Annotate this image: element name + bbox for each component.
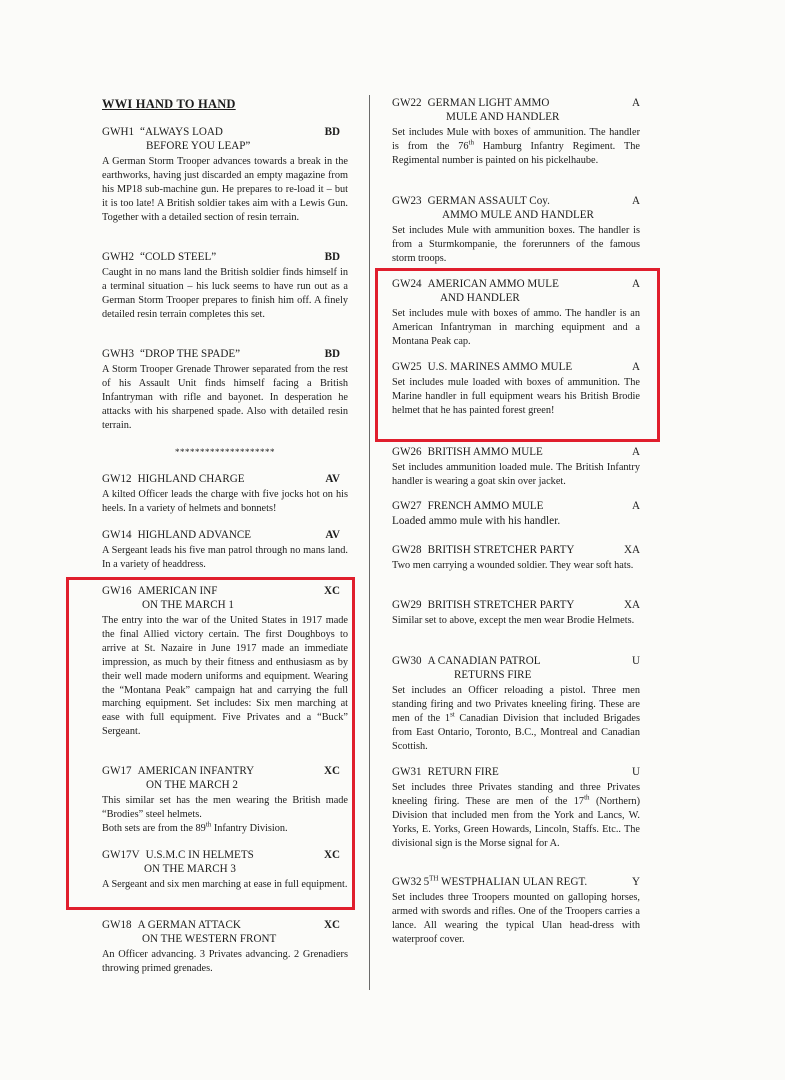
entry-code: GW32 <box>392 876 422 888</box>
description-paragraph: A German Storm Trooper advances towards a break in the earthworks, having just discarded an empty magazine from his MP18 sub-machine gun. He prepares to re-load it – but it is too late! A British soldier takes aim with a Lewis Gun. Together with a detailed section of resin terrain. <box>102 156 348 223</box>
description-paragraph: Set includes Mule with boxes of ammunition. The handler is from the 76th Hamburg Infantry Regiment. The Regimental number is painted on his pickelhaube. <box>392 127 640 166</box>
entry-class-code: XC <box>323 919 340 931</box>
entry-title: “COLD STEEL” <box>140 251 217 263</box>
entry-class-code: A <box>631 361 640 373</box>
entry-code: GW25 <box>392 361 422 373</box>
entry-code: GW16 <box>102 585 132 597</box>
entry-class-code: Y <box>631 876 640 888</box>
description-paragraph: Loaded ammo mule with his handler. <box>392 515 561 527</box>
entry-class-code: BD <box>324 251 340 263</box>
entry-title: U.S. MARINES AMMO MULE <box>427 361 573 373</box>
entry-class-code: U <box>631 766 640 778</box>
description-paragraph: A Sergeant leads his five man patrol through no mans land. In a variety of headdress. <box>102 545 348 570</box>
entry-description <box>392 515 640 529</box>
description-paragraph: Two men carrying a wounded soldier. They wear soft hats. <box>392 560 634 571</box>
entry-title: BRITISH STRETCHER PARTY <box>427 544 575 556</box>
entry-title: “ALWAYS LOAD <box>140 126 223 138</box>
entry-description <box>102 266 348 322</box>
description-paragraph: A Sergeant and six men marching at ease in full equipment. <box>102 879 348 890</box>
entry-class-code: BD <box>324 126 340 138</box>
catalog-entry-gw26 <box>392 446 640 489</box>
entry-title: BRITISH AMMO MULE <box>427 446 543 458</box>
entry-title: GERMAN ASSAULT Coy. <box>427 195 550 207</box>
entry-description <box>392 224 640 266</box>
description-paragraph: Set includes ammunition loaded mule. The British Infantry handler is wearing a goat skin over jacket. <box>392 462 640 487</box>
separator-stars: ******************** <box>175 447 275 457</box>
entry-title: HIGHLAND CHARGE <box>137 473 245 485</box>
entry-title-line-2: ON THE WESTERN FRONT <box>142 933 277 945</box>
entry-title-line-2: ON THE MARCH 1 <box>142 599 234 611</box>
entry-title-line-2: RETURNS FIRE <box>454 669 532 681</box>
description-paragraph: Set includes three Privates standing and three Privates kneeling firing. These are men of the 17th (Northern) Division that included men from the York and Lancs, W. Yorks, E. Yorks, Green Howards, Lincoln, Staffs. Etc.. The divisional sign is the Morse signal for A. <box>392 782 641 849</box>
entry-code: GWH2 <box>102 251 135 263</box>
entry-class-code: U <box>631 655 640 667</box>
entry-class-code: A <box>631 278 640 290</box>
entry-description <box>392 126 640 168</box>
entry-code: GWH3 <box>102 348 135 360</box>
entry-class-code: AV <box>325 529 340 541</box>
entry-code: GW17V <box>102 849 140 861</box>
entry-code: GWH1 <box>102 126 135 138</box>
catalog-entry-gw23 <box>392 195 640 266</box>
entry-code: GW18 <box>102 919 132 931</box>
entry-title: U.S.M.C IN HELMETS <box>145 849 254 861</box>
catalog-entry-gwh3 <box>102 348 348 433</box>
entry-class-code: XC <box>323 849 340 861</box>
catalog-entry-gw22 <box>392 97 640 168</box>
entry-code: GW31 <box>392 766 422 778</box>
description-paragraph: An Officer advancing. 3 Privates advancing. 2 Grenadiers throwing primed grenades. <box>102 949 348 974</box>
entry-class-code: A <box>631 446 640 458</box>
entry-description <box>392 461 640 489</box>
description-paragraph: The entry into the war of the United States in 1917 made the final Allied victory certain. The first Doughboys to arrive at St. Nazaire in June 1917 made an immediate impression, as much by their fitness and enthusiasm as by their well made modern uniforms and equipment. Wearing the “Montana Peak” campaign hat and carrying the full marching equipment. Set includes: Six men marching at ease with full equipment. Five Privates and a “Buck” Sergeant. <box>102 615 348 738</box>
entry-description <box>392 891 640 947</box>
description-paragraph: Similar set to above, except the men wear Brodie Helmets. <box>392 615 635 626</box>
catalog-entry-gw12 <box>102 473 348 516</box>
entry-class-code: A <box>631 500 640 512</box>
entry-title: AMERICAN AMMO MULE <box>427 278 559 290</box>
catalog-entry-gw18 <box>102 919 348 976</box>
catalog-entry-gw31 <box>392 766 640 851</box>
entry-code: GW29 <box>392 599 422 611</box>
entry-code: GW23 <box>392 195 422 207</box>
entry-description <box>392 614 640 628</box>
entry-code: GW27 <box>392 500 422 512</box>
catalog-entry-gw32 <box>392 876 640 947</box>
description-paragraph: This similar set has the men wearing the British made “Brodies” steel helmets. <box>102 795 348 820</box>
entry-title: AMERICAN INFANTRY <box>137 765 255 777</box>
entry-title: FRENCH AMMO MULE <box>427 500 544 512</box>
highlight-box-right <box>375 268 660 442</box>
entry-code: GW14 <box>102 529 132 541</box>
entry-title: BRITISH STRETCHER PARTY <box>427 599 575 611</box>
column-divider <box>369 95 370 990</box>
entry-title: GERMAN LIGHT AMMO <box>427 97 550 109</box>
entry-title-line-2: ON THE MARCH 2 <box>146 779 238 791</box>
entry-title: A GERMAN ATTACK <box>137 919 241 931</box>
entry-title-line-2: BEFORE YOU LEAP” <box>146 140 251 152</box>
entry-description <box>392 559 640 573</box>
entry-class-code: BD <box>324 348 340 360</box>
entry-description <box>102 948 348 976</box>
entry-title-line-2: MULE AND HANDLER <box>446 111 560 123</box>
entry-description <box>102 488 348 516</box>
entry-title: HIGHLAND ADVANCE <box>137 529 252 541</box>
entry-description <box>102 363 348 433</box>
description-paragraph: Set includes an Officer reloading a pistol. Three men standing firing and two Privates kneeling firing. These are men of the 1st Canadian Division that included Brigades from East Ontario, Toronto, B.C., Montreal and Canadian Scottish. <box>392 685 640 752</box>
entry-title-line-2: ON THE MARCH 3 <box>144 863 236 875</box>
entry-class-code: AV <box>325 473 340 485</box>
entry-code: GW24 <box>392 278 422 290</box>
catalog-entry-gwh2 <box>102 251 348 322</box>
entry-class-code: A <box>631 195 640 207</box>
description-paragraph: Set includes Mule with ammunition boxes. The handler is from a Sturmkompanie, the forerunners of the famous storm troops. <box>392 225 640 264</box>
entry-title: AMERICAN INF <box>137 585 218 597</box>
entry-title-line-2: AMMO MULE AND HANDLER <box>442 209 594 221</box>
entry-class-code: XA <box>623 544 640 556</box>
page-heading: WWI HAND TO HAND <box>102 97 236 111</box>
entry-code: GW30 <box>392 655 422 667</box>
entry-description <box>102 155 348 225</box>
entry-class-code: XA <box>623 599 640 611</box>
catalog-entry-gw14 <box>102 529 348 572</box>
entry-class-code: XC <box>323 585 340 597</box>
catalog-entry-gw28 <box>392 544 640 573</box>
entry-code: GW28 <box>392 544 422 556</box>
description-paragraph: Set includes mule with boxes of ammo. The handler is an American Infantryman in marching equipment and a Montana Peak cap. <box>392 308 640 347</box>
description-paragraph: Both sets are from the 89th Infantry Division. <box>102 820 288 834</box>
description-paragraph: Set includes mule loaded with boxes of ammunition. The Marine handler in full equipment wears his British Brodie helmet that he has painted forest green! <box>392 377 640 416</box>
entry-description <box>102 544 348 572</box>
entry-title: 5TH WESTPHALIAN ULAN REGT. <box>423 874 588 888</box>
entry-title-line-2: AND HANDLER <box>440 292 520 304</box>
catalog-entry-gw29 <box>392 599 640 628</box>
description-paragraph: A Storm Trooper Grenade Thrower separated from the rest of his Assault Unit finds himself facing a British Infantryman with rifle and bayonet. In desperation he attacks with his sharpened spade. Also with detailed resin terrain. <box>102 364 348 431</box>
entry-class-code: A <box>631 97 640 109</box>
description-paragraph: A kilted Officer leads the charge with five jocks hot on his heels. In a variety of helmets and bonnets! <box>102 489 348 514</box>
entry-title: A CANADIAN PATROL <box>427 655 541 667</box>
entry-code: GW12 <box>102 473 132 485</box>
description-paragraph: Caught in no mans land the British soldier finds himself in a terminal situation – his luck seems to have run out as a German Storm Trooper prepares to finish him off. A finely detailed resin terrain completes this set. <box>102 267 348 320</box>
entry-description <box>392 684 640 754</box>
entry-title: “DROP THE SPADE” <box>140 348 241 360</box>
description-paragraph: Set includes three Troopers mounted on galloping horses, armed with swords and rifles. One of the Troopers carries a lance. All wearing the typical Ulan head-dress with waterproof cover. <box>392 892 640 945</box>
entry-code: GW26 <box>392 446 422 458</box>
entry-description <box>392 781 640 851</box>
entry-title: RETURN FIRE <box>427 766 499 778</box>
catalog-entry-gw27 <box>392 500 640 529</box>
catalog-entry-gwh1 <box>102 126 348 225</box>
entry-code: GW17 <box>102 765 132 777</box>
entry-code: GW22 <box>392 97 422 109</box>
highlight-box-left <box>66 577 355 910</box>
catalog-entry-gw30 <box>392 655 640 754</box>
entry-class-code: XC <box>323 765 340 777</box>
